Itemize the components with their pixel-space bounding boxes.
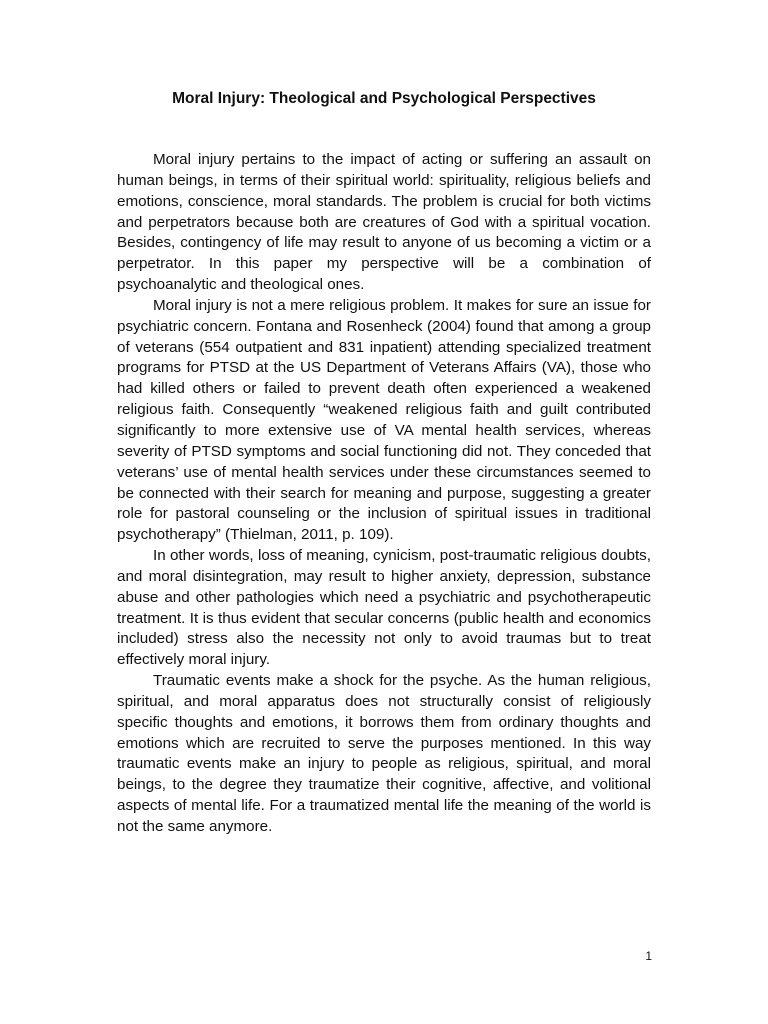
document-body (117, 150, 651, 838)
page-number: 1 (645, 949, 652, 963)
body-paragraph: Moral injury is not a mere religious problem. It makes for sure an issue for psychiatric concern. Fontana and Rosenheck (2004) found that among a group of veterans (554 outpatient and 831 inpatient) attending specialized treatment programs for PTSD at the US Department of Veterans Affairs (VA), those who had killed others or failed to prevent death often experienced a weakened religious faith. Consequently “weakened religious faith and guilt contributed significantly to more extensive use of VA mental health services, whereas severity of PTSD symptoms and social functioning did not. They conceded that veterans’ use of mental health services under these circumstances seemed to be connected with their search for meaning and purpose, suggesting a greater role for pastoral counseling or the inclusion of spiritual issues in traditional psychotherapy” (Thielman, 2011, p. 109). (117, 296, 651, 544)
body-paragraph: Moral injury pertains to the impact of acting or suffering an assault on human beings, in terms of their spiritual world: spirituality, religious beliefs and emotions, conscience, moral standards. The problem is crucial for both victims and perpetrators because both are creatures of God with a spiritual vocation. Besides, contingency of life may result to anyone of us becoming a victim or a perpetrator. In this paper my perspective will be a combination of psychoanalytic and theological ones. (117, 151, 651, 294)
body-paragraph: In other words, loss of meaning, cynicism, post-traumatic religious doubts, and moral disintegration, may result to higher anxiety, depression, substance abuse and other pathologies which need a psychiatric and psychotherapeutic treatment. It is thus evident that secular concerns (public health and economics included) stress also the necessity not only to avoid traumas but to treat effectively moral injury. (117, 547, 651, 669)
document-title: Moral Injury: Theological and Psychological Perspectives (172, 90, 596, 107)
body-paragraph: Traumatic events make a shock for the psyche. As the human religious, spiritual, and moral apparatus does not structurally consist of religiously specific thoughts and emotions, it borrows them from ordinary thoughts and emotions which are recruited to serve the purposes mentioned. In this way traumatic events make an injury to people as religious, spiritual, and moral beings, to the degree they traumatize their cognitive, affective, and volitional aspects of mental life. For a traumatized mental life the meaning of the world is not the same anymore. (117, 672, 651, 835)
